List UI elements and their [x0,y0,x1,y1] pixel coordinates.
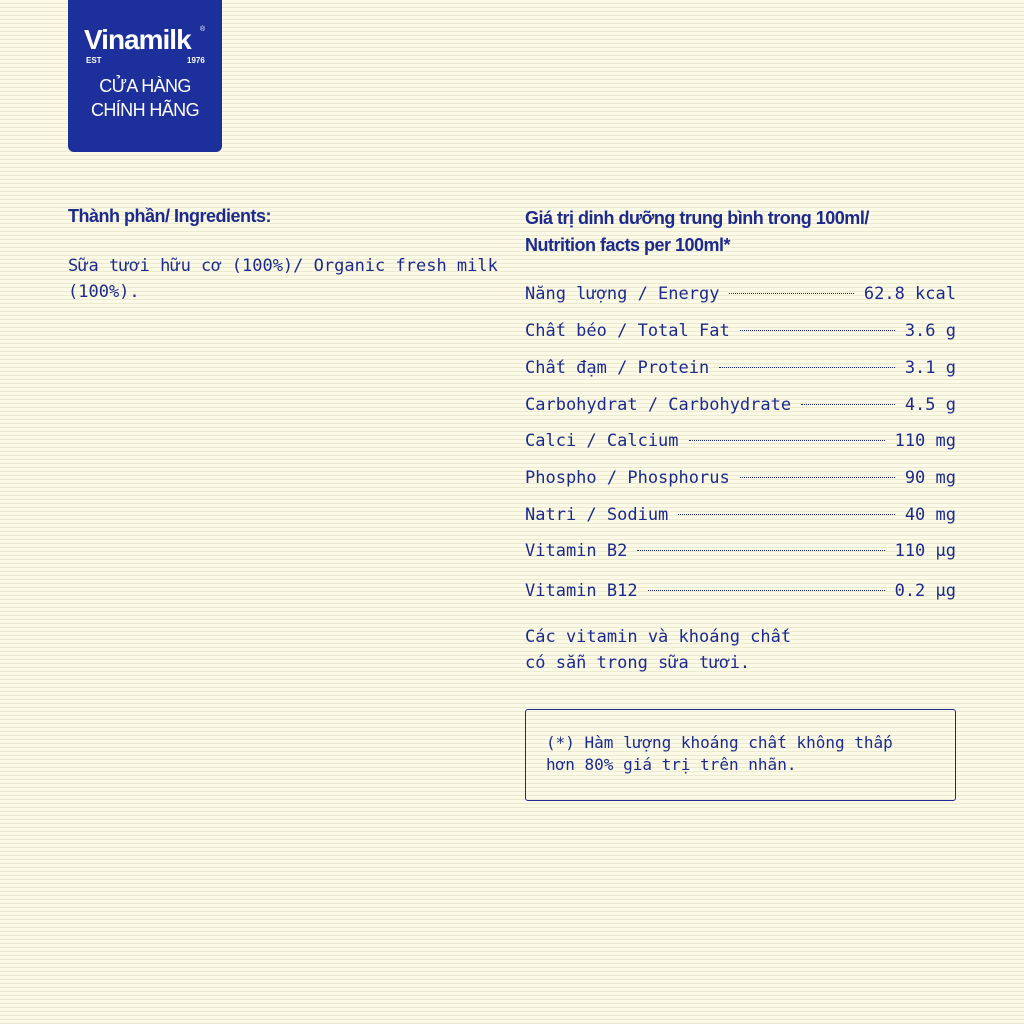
nutrition-row [525,467,956,489]
nutrition-row [525,540,956,562]
nutrient-label: Natri / Sodium [525,505,669,525]
nutrient-value: 3.6 g [904,321,956,341]
footnote-line1: (*) Hàm lượng khoáng chất không thấp [546,733,893,752]
dotted-leader [637,550,884,551]
nutrient-value: 0.2 µg [894,581,956,601]
registered-mark: ® [200,26,206,33]
nutrient-label: Phospho / Phosphorus [525,468,730,488]
dotted-leader [719,367,895,368]
nutrition-row [525,394,956,416]
nutrient-value: 110 mg [894,431,956,451]
footnote-text [546,732,946,776]
brand-tagline-line1: CỬA HÀNG [99,76,191,96]
nutrient-label: Chất béo / Total Fat [525,321,730,341]
nutrient-value: 62.8 kcal [863,284,956,304]
dotted-leader [801,404,895,405]
nutrient-label: Vitamin B12 [525,581,638,601]
nutrient-value: 110 µg [894,541,956,561]
nutrient-label: Carbohydrat / Carbohydrate [525,395,792,415]
nutrient-label: Calci / Calcium [525,431,679,451]
vitamin-note [525,624,945,676]
nutrition-row [525,320,956,342]
dotted-leader [740,477,895,478]
ingredients-heading: Thành phần/ Ingredients: [68,206,271,226]
brand-year: 1976 [187,56,205,65]
nutrient-value: 90 mg [904,468,956,488]
vitamin-note-line1: Các vitamin và khoáng chất [525,627,792,647]
nutrition-heading-line1: Giá trị dinh dưỡng trung bình trong 100ml/ [525,208,869,228]
brand-est: EST [86,56,102,65]
nutrient-value: 4.5 g [904,395,956,415]
brand-tagline-line2: CHÍNH HÃNG [90,100,199,120]
nutrition-heading-line2: Nutrition facts per 100ml* [525,235,731,255]
footnote-box [525,709,956,801]
nutrition-row [525,357,956,379]
nutrient-value: 3.1 g [904,358,956,378]
dotted-leader [648,590,885,591]
nutrient-value: 40 mg [904,505,956,525]
brand-badge [68,0,222,152]
nutrient-label: Chất đạm / Protein [525,358,710,378]
nutrition-row [525,504,956,526]
dotted-leader [678,514,895,515]
nutrition-row [525,430,956,452]
dotted-leader [729,293,853,294]
dotted-leader [740,330,895,331]
footnote-line2: hơn 80% giá trị trên nhãn. [546,755,797,774]
vitamin-note-line2: có sẵn trong sữa tươi. [525,653,751,673]
nutrient-label: Năng lượng / Energy [525,284,720,304]
ingredients-text: Sữa tươi hữu cơ (100%)/ Organic fresh milk (100%). [68,256,498,302]
nutrition-row [525,580,956,602]
dotted-leader [689,440,885,441]
nutrition-row [525,283,956,305]
brand-logo: Vinamilk [84,24,191,55]
nutrient-label: Vitamin B2 [525,541,628,561]
